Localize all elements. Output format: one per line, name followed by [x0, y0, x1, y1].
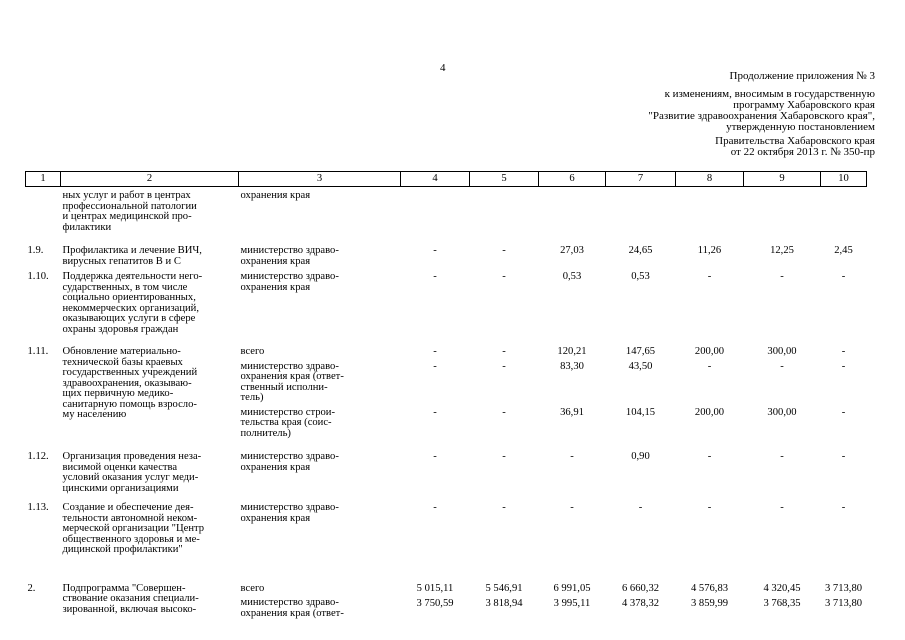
value-cell: [676, 494, 744, 556]
table-row: [26, 494, 867, 556]
row-name-line: мерческой организации "Центр: [62, 523, 205, 534]
value-cell: [401, 494, 470, 556]
value-cell: [821, 233, 867, 271]
executor-line: охранения края: [240, 255, 311, 267]
value: 147,65: [625, 346, 656, 357]
executor: [239, 335, 401, 443]
value: 12,25: [770, 245, 794, 256]
value-cell: [744, 187, 821, 234]
value: -: [433, 245, 437, 256]
value: -: [841, 271, 846, 282]
row-name-line: охраны здоровья граждан: [62, 323, 179, 335]
executor-line: тельства края (соис-: [240, 417, 332, 428]
value: -: [433, 346, 437, 357]
value: 3 713,80: [824, 597, 863, 609]
executor-group: [241, 503, 399, 524]
value-cell: [470, 335, 539, 443]
value: -: [502, 346, 506, 357]
value-cell: [744, 233, 821, 271]
row-name-line: цинскими организациями: [62, 482, 179, 494]
value: -: [841, 406, 846, 418]
value-cell: [470, 556, 539, 624]
value: -: [433, 406, 437, 418]
table-body: [26, 187, 867, 624]
value-cell: [821, 271, 867, 335]
value: -: [841, 502, 846, 513]
row-name-line: висимой оценки качества: [62, 461, 178, 473]
row-name-line: здравоохранения, оказываю-: [62, 377, 192, 389]
row-name-line: оказывающих услуги в сфере: [62, 313, 196, 324]
value: 0,53: [562, 271, 582, 282]
executor-line: министерство здраво-: [240, 502, 339, 513]
executor: [239, 556, 401, 624]
value-cell: [470, 233, 539, 271]
value-cell: [606, 271, 676, 335]
column-header: 4: [401, 172, 470, 187]
row-name-line: щих первичную медико-: [62, 388, 174, 399]
row-name-line: условий оказания услуг меди-: [62, 472, 199, 483]
value: -: [841, 361, 846, 372]
value: 3 768,35: [763, 597, 801, 609]
row-name-line: Создание и обеспечение дея-: [62, 502, 194, 513]
column-header: 1: [26, 172, 61, 187]
row-name-line: ных услуг и работ в центрах: [62, 190, 191, 201]
page-number: 4: [440, 62, 446, 74]
value-cell: [539, 335, 606, 443]
row-name-line: санитарную помощь взросло-: [62, 398, 197, 410]
row-name-line: профессиональной патологии: [62, 200, 197, 212]
row-number: [26, 187, 61, 234]
value-cell: [676, 187, 744, 234]
row-name-line: Поддержка деятельности него-: [62, 271, 203, 282]
value: 3 818,94: [485, 597, 523, 609]
executor-line: министерство здраво-: [240, 245, 339, 256]
executor-line: охранения края: [240, 281, 311, 293]
row-name-line: Профилактика и лечение ВИЧ,: [62, 245, 202, 256]
value-cell: [744, 335, 821, 443]
row-name-line: вирусных гепатитов В и С: [62, 255, 181, 267]
value: 104,15: [625, 406, 656, 418]
executor-group: [241, 584, 399, 595]
value: -: [780, 502, 784, 513]
row-name-line: ствование оказания специали-: [62, 593, 199, 604]
value-cell: [401, 443, 470, 494]
value-cell: [539, 494, 606, 556]
row-name-line: филактики: [62, 221, 112, 233]
value-cell: [676, 271, 744, 335]
value: -: [502, 451, 506, 462]
row-number: 1.13.: [27, 502, 49, 513]
row-name-line: и центрах медицинской про-: [62, 211, 192, 222]
row-name: [61, 443, 239, 494]
value: 36,91: [560, 406, 584, 418]
executor-group: [241, 362, 399, 404]
value-cell: [676, 556, 744, 624]
value: 3 995,11: [553, 597, 591, 609]
value-cell: [539, 187, 606, 234]
executor: [239, 494, 401, 556]
row-name-line: дицинской профилактики": [62, 544, 183, 555]
value-cell: [470, 271, 539, 335]
executor-line: ственный исполни-: [240, 381, 328, 393]
table-row: [26, 271, 867, 335]
value: -: [841, 451, 846, 462]
row-name: [61, 233, 239, 271]
value: -: [433, 361, 437, 372]
header-line: Правительства Хабаровского края: [715, 135, 875, 147]
executor-line: охранения края (ответ-: [240, 607, 344, 619]
value: -: [502, 406, 506, 418]
value: -: [433, 502, 437, 513]
table-row: [26, 187, 867, 234]
value: -: [841, 346, 846, 357]
value: 5 015,11: [416, 582, 454, 594]
value: 200,00: [694, 406, 725, 418]
header-line: программу Хабаровского края: [733, 99, 875, 111]
row-name-line: социально ориентированных,: [62, 292, 196, 303]
value-cell: [676, 233, 744, 271]
value-cell: [821, 443, 867, 494]
executor-line: охранения края (ответ-: [240, 371, 344, 382]
value-cell: [821, 187, 867, 234]
value-cell: [539, 233, 606, 271]
table-row: [26, 443, 867, 494]
executor-line: всего: [240, 346, 265, 357]
value-cell: [401, 187, 470, 234]
executor-line: всего: [240, 582, 265, 594]
header-line: "Развитие здравоохранения Хабаровского края",: [648, 110, 875, 122]
value: 2,45: [834, 245, 853, 256]
executor-line: охранения края: [240, 512, 311, 524]
value: -: [780, 271, 784, 282]
value-cell: [606, 335, 676, 443]
value: -: [707, 271, 712, 282]
value: 3 859,99: [690, 597, 729, 609]
value: 0,53: [631, 271, 650, 282]
executor: [239, 443, 401, 494]
value: -: [707, 502, 712, 513]
table-row: [26, 556, 867, 624]
executor-group: [241, 347, 399, 358]
row-number: 1.10.: [27, 271, 49, 282]
header-line: Продолжение приложения № 3: [729, 70, 875, 82]
value-cell: [401, 556, 470, 624]
row-number: 1.9.: [27, 245, 44, 256]
executor: [239, 233, 401, 271]
value: -: [433, 451, 437, 462]
executor: [239, 187, 401, 234]
value: 27,03: [560, 245, 584, 256]
value: 43,50: [628, 361, 653, 372]
column-header: 10: [821, 172, 867, 187]
value-cell: [744, 494, 821, 556]
value: 0,90: [631, 451, 650, 462]
executor-line: министерство здраво-: [240, 360, 339, 372]
executor-line: охранения края: [240, 461, 311, 473]
value-cell: [744, 443, 821, 494]
row-name-line: общественного здоровья и ме-: [62, 533, 200, 545]
value: -: [780, 361, 784, 372]
value: -: [502, 245, 506, 256]
value: 200,00: [694, 346, 725, 357]
row-name: [61, 494, 239, 556]
executor-group: [241, 246, 399, 267]
row-name: [61, 187, 239, 234]
value: 5 546,91: [485, 582, 523, 594]
value: -: [638, 502, 643, 513]
executor-line: министерство здраво-: [240, 451, 339, 462]
value: 120,21: [557, 346, 587, 357]
column-number-row: [26, 172, 867, 187]
executor-group: [241, 272, 399, 293]
value-cell: [744, 271, 821, 335]
value-cell: [470, 494, 539, 556]
value: 6 660,32: [621, 582, 660, 594]
value-cell: [606, 187, 676, 234]
value-cell: [821, 556, 867, 624]
value-cell: [539, 443, 606, 494]
value-cell: [821, 494, 867, 556]
value: -: [433, 271, 437, 282]
value-cell: [821, 335, 867, 443]
value: -: [570, 502, 574, 513]
row-number: 1.11.: [27, 346, 49, 357]
row-name-line: зированной, включая высоко-: [62, 603, 197, 615]
value: 300,00: [767, 346, 797, 357]
value: 4 378,32: [621, 597, 660, 609]
value: 4 320,45: [763, 582, 801, 594]
value-cell: [606, 233, 676, 271]
value-cell: [676, 335, 744, 443]
row-number: 2.: [27, 582, 36, 594]
value: 6 991,05: [553, 582, 591, 594]
row-name: [61, 556, 239, 624]
value-cell: [606, 556, 676, 624]
program-table: [25, 171, 867, 623]
value: -: [707, 451, 712, 462]
appendix-header: [555, 71, 875, 158]
value: 11,26: [697, 245, 722, 256]
row-name-line: государственных учреждений: [62, 367, 198, 378]
value: 24,65: [628, 245, 653, 256]
column-header: 7: [606, 172, 676, 187]
header-line: к изменениям, вносимым в государственную: [664, 88, 875, 100]
value-cell: [744, 556, 821, 624]
column-header: 5: [470, 172, 539, 187]
executor: [239, 271, 401, 335]
value-cell: [539, 271, 606, 335]
row-name-line: тельности автономной неком-: [62, 512, 198, 524]
value-cell: [401, 271, 470, 335]
value: -: [502, 502, 506, 513]
value: -: [502, 361, 506, 372]
column-header: 2: [61, 172, 239, 187]
executor-group: [241, 598, 399, 619]
value: -: [570, 451, 574, 462]
row-name-line: Организация проведения неза-: [62, 451, 202, 462]
header-line: утвержденную постановлением: [726, 121, 875, 133]
executor-group: [241, 452, 399, 473]
executor-line: охранения края: [240, 190, 311, 201]
column-header: 9: [744, 172, 821, 187]
header-line: от 22 октября 2013 г. № 350-пр: [730, 146, 875, 158]
value-cell: [401, 335, 470, 443]
value-cell: [539, 556, 606, 624]
value-cell: [676, 443, 744, 494]
row-name-line: сударственных, в том числе: [62, 281, 188, 293]
row-name-line: Подпрограмма "Совершен-: [62, 582, 186, 594]
value: 4 576,83: [690, 582, 729, 594]
row-name: [61, 335, 239, 443]
executor-line: тель): [240, 392, 264, 403]
value-cell: [606, 443, 676, 494]
value: -: [502, 271, 506, 282]
executor-line: полнитель): [240, 427, 291, 439]
executor-group: [241, 408, 399, 440]
value-cell: [606, 494, 676, 556]
value-cell: [401, 233, 470, 271]
value: 3 713,80: [824, 582, 863, 594]
column-header: 8: [676, 172, 744, 187]
row-number: 1.12.: [27, 451, 49, 462]
executor-group: [241, 191, 399, 202]
executor-line: министерство строи-: [240, 406, 336, 418]
table-row: [26, 335, 867, 443]
column-header: 3: [239, 172, 401, 187]
value-cell: [470, 187, 539, 234]
row-name: [61, 271, 239, 335]
value: -: [780, 451, 784, 462]
value: 300,00: [767, 406, 797, 418]
value-cell: [470, 443, 539, 494]
row-name-line: технической базы краевых: [62, 356, 183, 368]
executor-line: министерство здраво-: [240, 597, 339, 608]
value: 3 750,59: [416, 597, 454, 609]
table-row: [26, 233, 867, 271]
value: -: [707, 361, 712, 372]
row-name-line: некоммерческих организаций,: [62, 302, 199, 314]
row-name-line: Обновление материально-: [62, 346, 181, 357]
value: 83,30: [560, 361, 584, 372]
column-header: 6: [539, 172, 606, 187]
executor-line: министерство здраво-: [240, 271, 339, 282]
row-name-line: му населению: [62, 409, 127, 420]
